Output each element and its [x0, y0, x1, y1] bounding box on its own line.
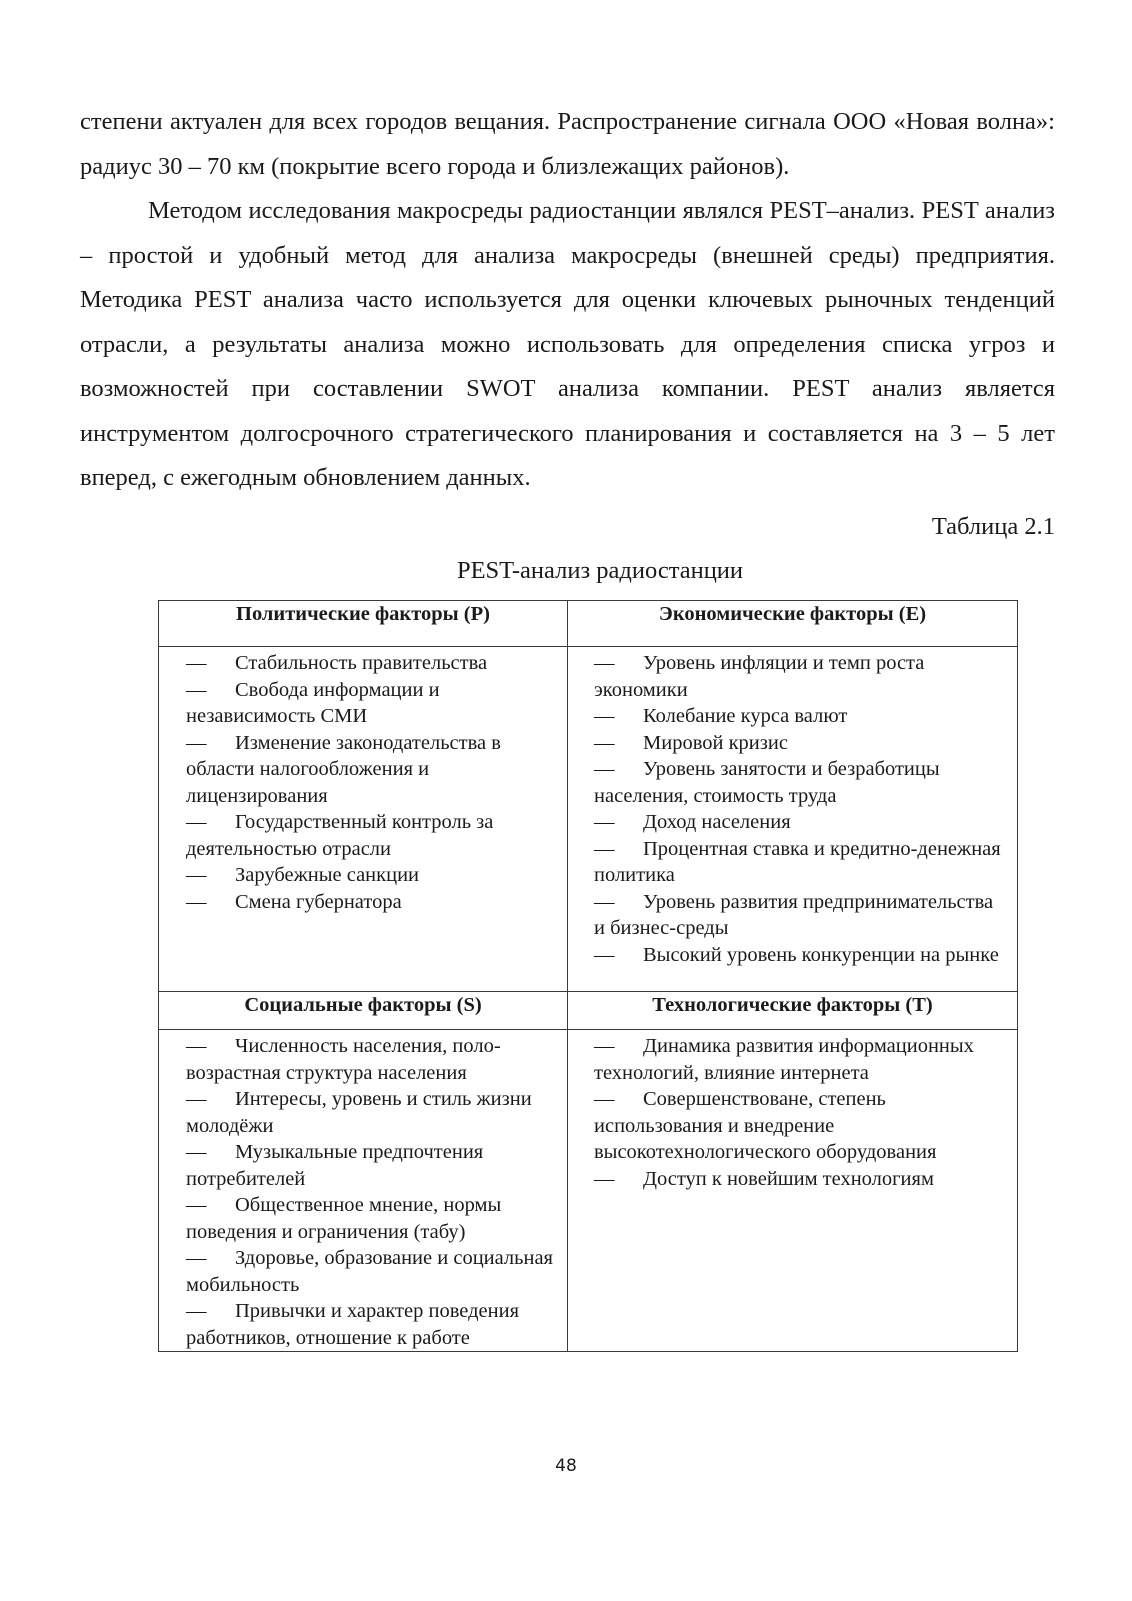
factor-item — [186, 1139, 559, 1192]
paragraph-2: Методом исследования макросреды радиостанции являлся PEST–анализ. PEST анализ – простой и удобный метод для анализа макросреды (внешней среды) предприятия. Методика PEST анализа часто используется для оценки ключевых рыночных тенденций отрасли, а результаты анализа можно использовать для определения списка угроз и возможностей при составлении SWOT анализа компании. PEST анализ является инструментом долгосрочного стратегического планирования и составляется на 3 – 5 лет вперед, с ежегодным обновлением данных. — [80, 197, 1055, 491]
dash-marker: — — [594, 890, 615, 913]
dash-marker: — — [594, 837, 615, 860]
factor-text: Уровень занятости и безработицы населения, стоимость труда — [594, 758, 940, 807]
factor-text: Музыкальные предпочтения потребителей — [186, 1141, 484, 1190]
table-number: Таблица 2.1 — [931, 513, 1055, 540]
factor-item — [594, 756, 1009, 809]
factor-text: Уровень развития предпринимательства и бизнес-среды — [594, 890, 994, 939]
economic-header: Экономические факторы (E) — [568, 601, 1018, 647]
dash-marker: — — [186, 1141, 207, 1163]
factor-item — [186, 1086, 559, 1139]
table-title: PEST-анализ радиостанции — [456, 557, 744, 584]
factor-item — [594, 1166, 1009, 1193]
dash-marker: — — [594, 943, 615, 966]
factor-item — [594, 1033, 1009, 1086]
factor-text: Доход населения — [643, 811, 791, 833]
factor-item — [594, 1086, 1009, 1166]
table-row — [159, 1030, 1018, 1352]
dash-marker: — — [594, 1035, 615, 1057]
factor-item — [594, 703, 1009, 730]
technological-factors-list — [594, 1033, 1009, 1192]
table-header-row — [159, 992, 1018, 1030]
factor-text: Совершенствоване, степень использования и внедрение высокотехнологического оборудования — [594, 1088, 937, 1163]
factor-text: Динамика развития информационных технологий, влияние интернета — [594, 1035, 974, 1084]
factor-text: Уровень инфляции и темп роста экономики — [594, 652, 925, 701]
dash-marker: — — [594, 1088, 615, 1110]
dash-marker: — — [594, 758, 615, 780]
dash-marker: — — [186, 1300, 207, 1322]
dash-marker: — — [186, 811, 207, 833]
factor-item — [594, 730, 1009, 757]
factor-text: Доступ к новейшим технологиям — [643, 1167, 934, 1190]
dash-marker: — — [186, 1247, 207, 1269]
political-header: Политические факторы (P) — [159, 601, 568, 647]
political-factors-list — [186, 650, 559, 915]
factor-text: Мировой кризис — [643, 731, 788, 754]
table-header-row — [159, 601, 1018, 647]
economic-factors-list — [594, 650, 1009, 968]
paragraph-1: степени актуален для всех городов вещания. Распространение сигнала ООО «Новая волна»: радиус 30 – 70 км (покрытие всего города и близлежащих районов). — [80, 108, 1055, 180]
factor-text: Процентная ставка и кредитно-денежная политика — [594, 837, 1001, 886]
factor-item — [186, 809, 559, 862]
factor-item — [186, 677, 559, 730]
dash-marker: — — [594, 731, 615, 754]
factor-text: Зарубежные санкции — [235, 864, 420, 886]
factor-item — [594, 889, 1009, 942]
factor-item — [594, 836, 1009, 889]
technological-factors-cell — [568, 1030, 1018, 1352]
factor-text: Высокий уровень конкуренции на рынке — [643, 943, 999, 966]
factor-item — [186, 862, 559, 889]
social-header: Социальные факторы (S) — [159, 992, 568, 1030]
factor-item — [186, 730, 559, 810]
dash-marker: — — [186, 652, 207, 674]
technological-header: Технологические факторы (T) — [568, 992, 1018, 1030]
factor-text: Государственный контроль за деятельностью отрасли — [186, 811, 494, 860]
factor-text: Свобода информации и независимость СМИ — [186, 678, 440, 727]
factor-text: Колебание курса валют — [643, 705, 848, 727]
dash-marker: — — [594, 652, 615, 674]
factor-item — [594, 650, 1009, 703]
dash-marker: — — [186, 1035, 207, 1057]
social-factors-list — [186, 1033, 559, 1351]
factor-item — [186, 1033, 559, 1086]
factor-text: Изменение законодательства в области налогообложения и лицензирования — [186, 731, 501, 807]
factor-item — [186, 1298, 559, 1351]
factor-text: Здоровье, образование и социальная мобильность — [186, 1247, 553, 1296]
dash-marker: — — [594, 811, 615, 833]
dash-marker: — — [186, 731, 207, 754]
factor-item — [186, 650, 559, 677]
factor-text: Смена губернатора — [235, 890, 402, 913]
economic-factors-cell — [568, 647, 1018, 992]
table-row — [159, 647, 1018, 992]
dash-marker: — — [186, 890, 207, 913]
factor-item — [186, 1192, 559, 1245]
factor-text: Привычки и характер поведения работников, отношение к работе — [186, 1300, 519, 1349]
factor-text: Общественное мнение, нормы поведения и ограничения (табу) — [186, 1194, 502, 1243]
factor-item — [186, 1245, 559, 1298]
factor-item — [594, 942, 1009, 969]
factor-text: Интересы, уровень и стиль жизни молодёжи — [186, 1088, 532, 1137]
page-number: 48 — [555, 1456, 577, 1476]
social-factors-cell — [159, 1030, 568, 1352]
factor-text: Численность населения, поло-возрастная структура населения — [186, 1035, 501, 1084]
pest-table — [158, 600, 1018, 1352]
dash-marker: — — [186, 1088, 207, 1110]
dash-marker: — — [186, 678, 207, 701]
political-factors-cell — [159, 647, 568, 992]
dash-marker: — — [186, 1194, 207, 1216]
dash-marker: — — [594, 1167, 615, 1190]
factor-item — [186, 889, 559, 916]
dash-marker: — — [186, 864, 207, 886]
factor-text: Стабильность правительства — [235, 652, 488, 674]
factor-item — [594, 809, 1009, 836]
dash-marker: — — [594, 705, 615, 727]
